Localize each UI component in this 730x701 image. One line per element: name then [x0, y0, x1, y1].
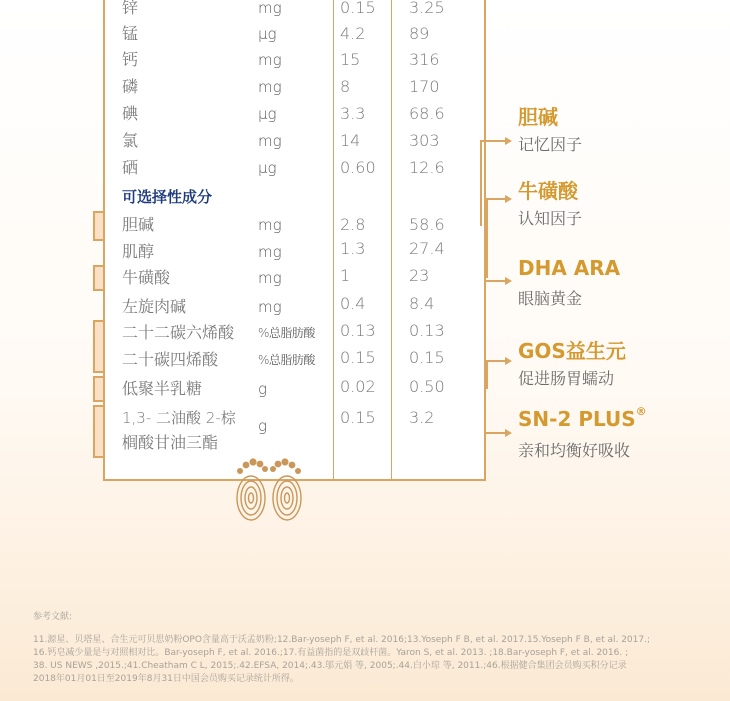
references [33, 611, 650, 686]
nutrient-value-per-100kj: 0.15 [340, 0, 376, 17]
nutrient-name: 左旋肉碱 [122, 297, 187, 316]
nutrient-value-per-100g: 3.2 [409, 408, 435, 427]
nutrient-value-per-100g: 8.4 [409, 294, 435, 313]
nutrient-value-per-100g: 27.4 [409, 239, 445, 258]
feature-title: 牛磺酸 [518, 179, 578, 203]
nutrient-value-per-100kj: 0.4 [340, 294, 366, 313]
feature-desc: 记忆因子 [518, 135, 583, 154]
nutrient-unit: mg [258, 132, 282, 150]
nutrient-name: 氯 [122, 131, 139, 150]
connector-line [480, 140, 482, 226]
nutrient-name: 肌醇 [122, 242, 155, 261]
nutrient-value-per-100g: 3.25 [409, 0, 445, 17]
nutrient-value-per-100g: 0.50 [409, 377, 445, 396]
nutrient-value-per-100kj: 1 [340, 266, 351, 285]
nutrient-name: 钙 [122, 50, 139, 69]
nutrient-name: 二十二碳六烯酸 [122, 323, 235, 342]
optional-ingredients-heading: 可选择性成分 [122, 188, 213, 206]
nutrient-unit: mg [258, 298, 282, 316]
nutrient-unit: %总脂肪酸 [258, 326, 315, 340]
connector-line [486, 432, 506, 434]
reference-line: 16.钙皂减少量是与对照相对比。Bar-yoseph F, et al. 2016.;17.有益菌指的是双歧杆菌。Yaron S, et al. 2013. ;18.Bar-yoseph F, et al. 2016. ; [33, 648, 629, 658]
arrow-icon [505, 357, 512, 365]
nutrient-unit: g [258, 417, 268, 435]
nutrient-unit: mg [258, 216, 282, 234]
feature-title: DHA ARA [518, 256, 621, 280]
nutrient-unit: mg [258, 0, 282, 17]
nutrient-value-per-100g: 303 [409, 131, 440, 150]
nutrient-unit: μg [258, 25, 277, 43]
connector-line [486, 360, 506, 362]
nutrient-value-per-100kj: 2.8 [340, 215, 366, 234]
nutrient-unit: mg [258, 269, 282, 287]
nutrient-value-per-100g: 316 [409, 50, 440, 69]
nutrient-value-per-100kj: 0.15 [340, 348, 376, 367]
nutrient-value-per-100g: 170 [409, 77, 440, 96]
nutrient-value-per-100kj: 8 [340, 77, 351, 96]
feature-desc: 促进肠胃蠕动 [518, 369, 615, 388]
baby-feet-icon [228, 452, 310, 528]
nutrient-unit: g [258, 380, 268, 398]
feature-desc: 亲和均衡好吸收 [518, 441, 631, 460]
nutrient-value-per-100kj: 1.3 [340, 239, 366, 258]
references-heading: 参考文献: [33, 612, 73, 622]
nutrient-name: 胆碱 [122, 215, 155, 234]
nutrient-value-per-100kj: 4.2 [340, 24, 366, 43]
nutrient-value-per-100g: 23 [409, 266, 430, 285]
nutrient-value-per-100g: 89 [409, 24, 430, 43]
nutrient-value-per-100kj: 0.02 [340, 377, 376, 396]
connector-line [480, 140, 506, 142]
nutrient-value-per-100kj: 0.13 [340, 321, 376, 340]
nutrient-name: 1,3- 二油酸 2-棕 [122, 409, 236, 427]
registered-mark: ® [635, 405, 647, 418]
nutrient-value-per-100kj: 3.3 [340, 104, 366, 123]
feature-desc: 认知因子 [518, 209, 583, 228]
reference-line: 11.源星、贝塔星、合生元可贝思奶粉OPO含量高于沃孟奶粉;12.Bar-yoseph F, et al. 2016;13.Yoseph F B, et al. 2017.15.Yoseph F B, et al. 2017.; [33, 635, 651, 645]
nutrient-name: 低聚半乳糖 [122, 379, 203, 398]
nutrient-value-per-100g: 0.13 [409, 321, 445, 340]
nutrient-unit: %总脂肪酸 [258, 353, 315, 367]
feature-title-text: SN-2 PLUS [518, 407, 636, 431]
nutrient-name: 锰 [122, 24, 139, 43]
nutrient-unit: mg [258, 51, 282, 69]
nutrient-value-per-100kj: 0.60 [340, 158, 376, 177]
nutrient-value-per-100kj: 15 [340, 50, 361, 69]
nutrient-name: 榈酸甘油三酯 [122, 433, 219, 452]
nutrient-unit: mg [258, 243, 282, 261]
column-divider [333, 0, 334, 479]
nutrient-name: 二十碳四烯酸 [122, 350, 219, 369]
connector-line [486, 280, 506, 282]
reference-line: 38. US NEWS ,2015.;41.Cheatham C L, 2015;.42.EFSA, 2014;.43.邬元娟 等, 2005;.44.白小琼 等, 2011.;46.根据健合集团会员购买积分记录 [33, 661, 627, 671]
feature-desc: 眼脑黄金 [518, 289, 583, 308]
nutrient-name: 牛磺酸 [122, 268, 171, 287]
nutrient-unit: μg [258, 159, 277, 177]
nutrient-value-per-100g: 0.15 [409, 348, 445, 367]
nutrient-value-per-100g: 58.6 [409, 215, 445, 234]
arrow-icon [505, 195, 512, 203]
column-divider [391, 0, 392, 479]
nutrient-value-per-100g: 68.6 [409, 104, 445, 123]
arrow-icon [505, 137, 512, 145]
connector-line [486, 360, 488, 389]
nutrient-value-per-100g: 12.6 [409, 158, 445, 177]
nutrient-unit: μg [258, 105, 277, 123]
connector-line [486, 198, 506, 200]
feature-title: GOS益生元 [518, 339, 626, 363]
nutrient-unit: mg [258, 78, 282, 96]
nutrient-name: 锌 [122, 0, 139, 17]
arrow-icon [505, 429, 512, 437]
reference-line: 2018年01月01日至2019年8月31日中国会员购买记录统计所得。 [33, 674, 299, 684]
feature-title-sn2 [518, 407, 647, 431]
nutrient-name: 碘 [122, 104, 139, 123]
feature-title: 胆碱 [518, 105, 558, 129]
nutrient-name: 磷 [122, 77, 139, 96]
connector-line [486, 198, 488, 278]
arrow-icon [505, 277, 512, 285]
nutrient-value-per-100kj: 14 [340, 131, 361, 150]
nutrient-value-per-100kj: 0.15 [340, 408, 376, 427]
nutrient-name: 硒 [122, 158, 139, 177]
